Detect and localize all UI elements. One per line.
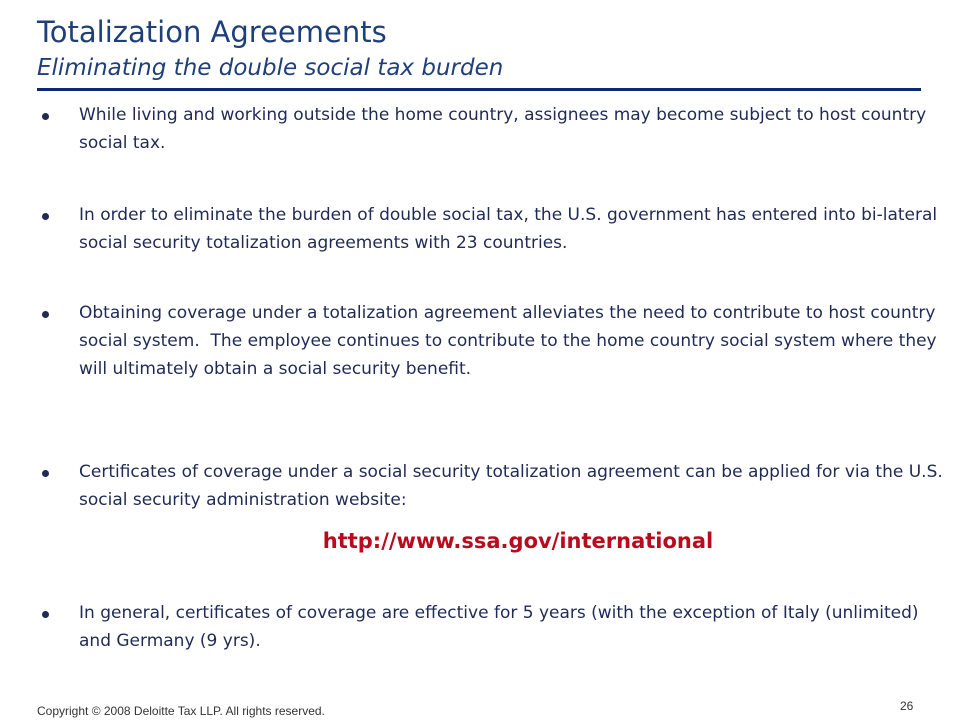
bullet-dot-icon (42, 311, 49, 318)
bullet-text: While living and working outside the home country, assignees may become subject to host country social tax. (79, 105, 932, 153)
bullet-text: Certificates of coverage under a social security totalization agreement can be applied for via the U.S. social security administration website: (79, 462, 949, 510)
bullet-dot-icon (42, 470, 49, 477)
copyright-notice: Copyright © 2008 Deloitte Tax LLP. All rights reserved. (37, 704, 325, 718)
bullet-text: In general, certificates of coverage are effective for 5 years (with the exception of Italy (unlimited) and Germany (9 yrs). (79, 603, 924, 651)
ssa-website-link[interactable]: http://www.ssa.gov/international (322, 529, 714, 553)
bullet-dot-icon (42, 213, 49, 220)
bullet-dot-icon (42, 611, 49, 618)
slide-subtitle: Eliminating the double social tax burden (37, 55, 504, 81)
bullet-text: In order to eliminate the burden of double social tax, the U.S. government has entered into bi-lateral social security totalization agreements with 23 countries. (79, 205, 943, 253)
slide-title: Totalization Agreements (37, 15, 387, 49)
page-number: 26 (900, 699, 914, 713)
bullet-text: Obtaining coverage under a totalization agreement alleviates the need to contribute to host country social system. The employee continues to contribute to the home country social system where they will ultimately obtain a social security benefit. (79, 303, 943, 379)
title-divider (37, 88, 921, 91)
bullet-dot-icon (42, 113, 49, 120)
